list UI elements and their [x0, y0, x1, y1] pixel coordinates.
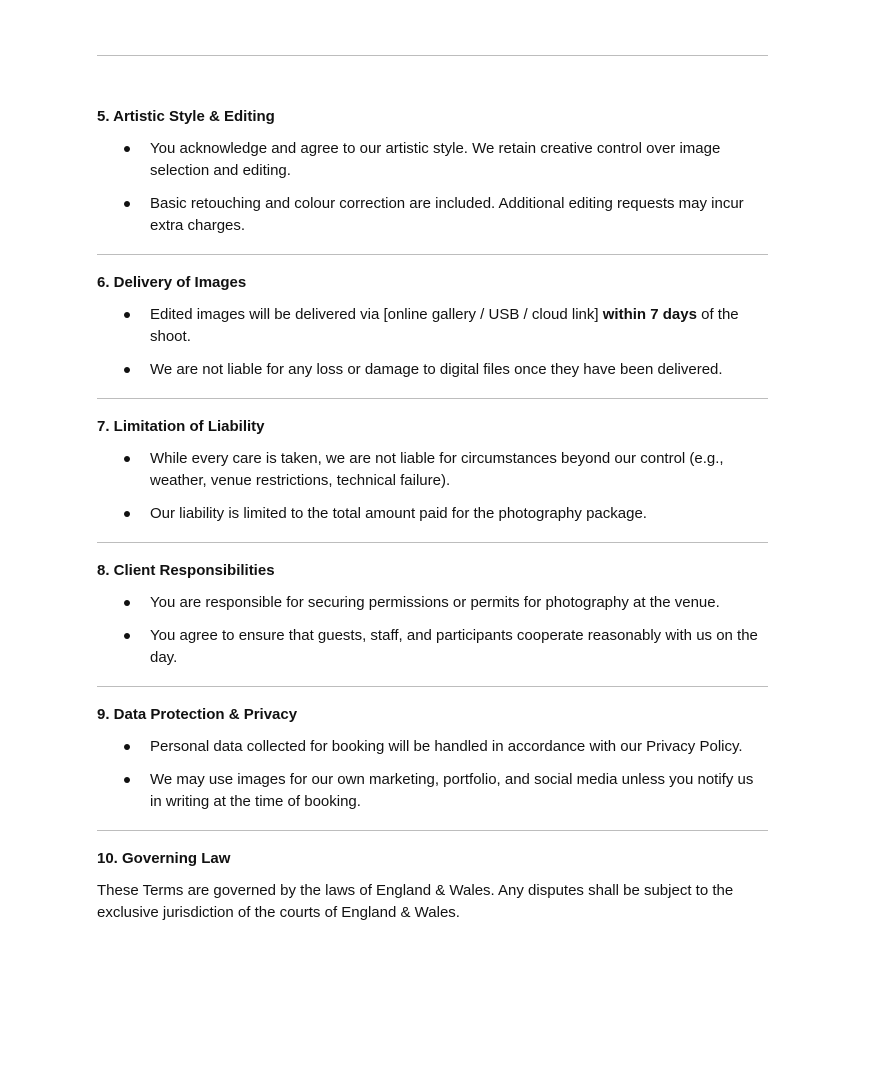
list-item: You are responsible for securing permissions or permits for photography at the venue. [97, 592, 768, 614]
bullet-icon [124, 777, 130, 783]
governing-law-paragraph: These Terms are governed by the laws of England & Wales. Any disputes shall be subject to the exclusive jurisdiction of the courts of England & Wales. [97, 882, 734, 921]
bullet-list [97, 138, 768, 237]
section-governing-law [97, 848, 768, 924]
section-heading: 9. Data Protection & Privacy [97, 706, 298, 723]
section-delivery [97, 272, 768, 381]
list-item: We may use images for our own marketing, portfolio, and social media unless you notify us in writing at the time of booking. [97, 769, 768, 813]
bullet-icon [124, 511, 130, 517]
list-item: Personal data collected for booking will be handled in accordance with our Privacy Policy. [97, 736, 768, 758]
section-liability [97, 416, 768, 525]
divider [97, 686, 768, 687]
list-item: We are not liable for any loss or damage to digital files once they have been delivered. [97, 359, 768, 381]
list-item: Basic retouching and colour correction are included. Additional editing requests may incur extra charges. [97, 193, 768, 237]
list-item: You acknowledge and agree to our artistic style. We retain creative control over image selection and editing. [97, 138, 768, 182]
bullet-icon [124, 367, 130, 373]
section-heading: 5. Artistic Style & Editing [97, 108, 275, 125]
divider [97, 254, 768, 255]
bullet-icon [124, 201, 130, 207]
bullet-list [97, 304, 768, 381]
divider [97, 398, 768, 399]
list-item: While every care is taken, we are not liable for circumstances beyond our control (e.g., weather, venue restrictions, technical failure). [97, 448, 768, 492]
divider [97, 542, 768, 543]
bullet-list [97, 592, 768, 669]
list-item: Our liability is limited to the total amount paid for the photography package. [97, 503, 768, 525]
bullet-list [97, 448, 768, 525]
bullet-list [97, 736, 768, 813]
bullet-icon [124, 312, 130, 318]
list-item: Edited images will be delivered via [online gallery / USB / cloud link] within 7 days of the shoot. [97, 304, 768, 348]
bullet-icon [124, 633, 130, 639]
section-heading: 7. Limitation of Liability [97, 418, 265, 435]
bullet-icon [124, 600, 130, 606]
list-item: You agree to ensure that guests, staff, and participants cooperate reasonably with us on the day. [97, 625, 768, 669]
terms-document [97, 0, 768, 924]
section-heading: 8. Client Responsibilities [97, 562, 275, 579]
bullet-icon [124, 456, 130, 462]
bullet-icon [124, 744, 130, 750]
delivery-timeframe: within 7 days [602, 306, 697, 323]
bullet-icon [124, 146, 130, 152]
section-data-protection [97, 704, 768, 813]
divider [97, 830, 768, 831]
section-client-responsibilities [97, 560, 768, 669]
section-heading: 6. Delivery of Images [97, 274, 247, 291]
section-artistic-style [97, 106, 768, 237]
section-heading: 10. Governing Law [97, 850, 231, 867]
divider [97, 55, 768, 56]
